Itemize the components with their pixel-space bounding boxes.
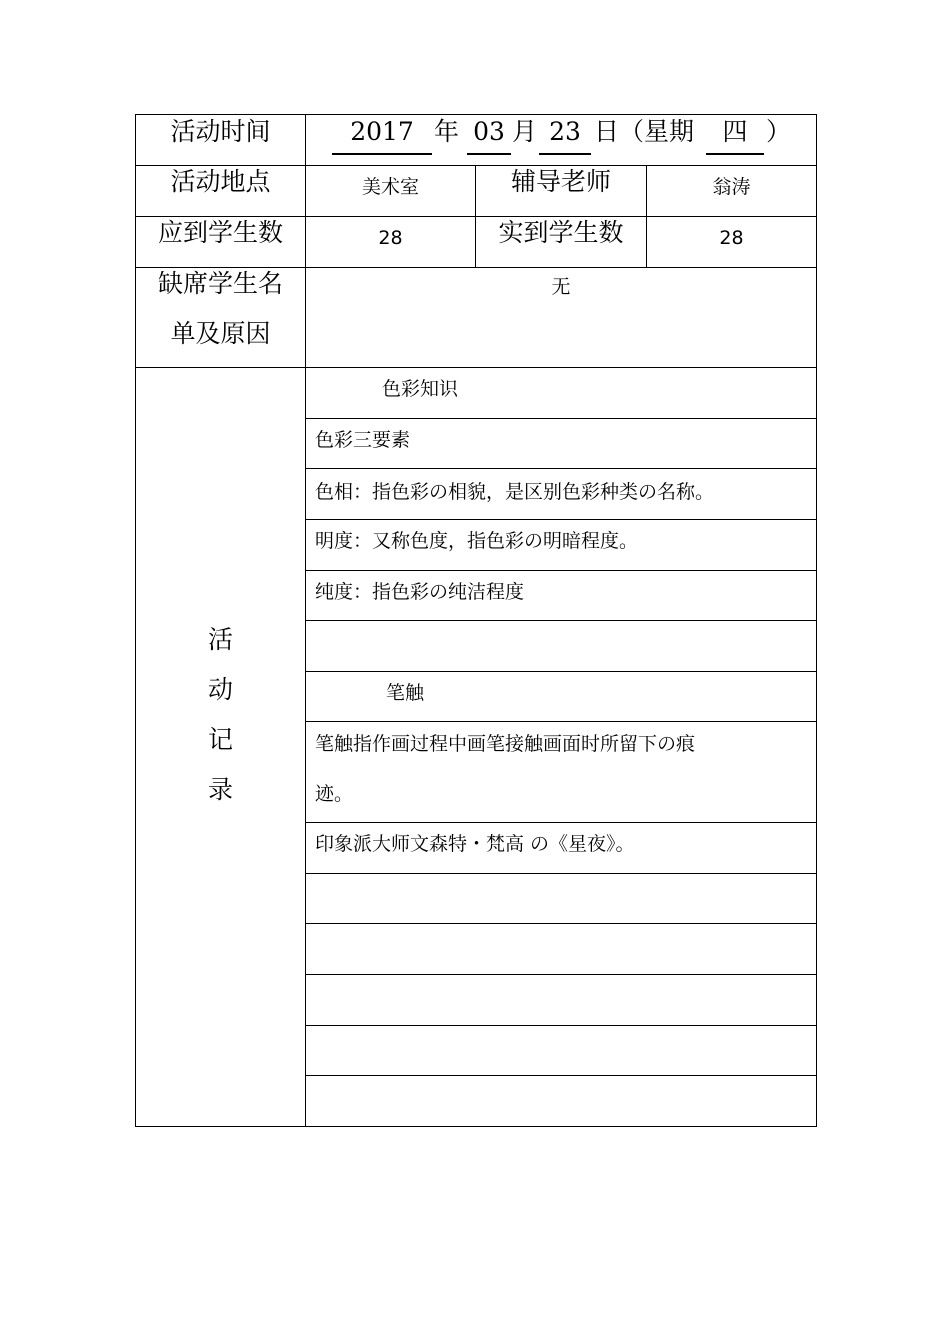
record-label-char: 活	[207, 625, 233, 654]
activity-record-table	[135, 114, 817, 1127]
activity-place-label: 活动地点	[170, 167, 271, 196]
record-line: 笔触	[386, 682, 425, 704]
absent-label-line2: 单及原因	[170, 319, 271, 348]
expected-students-label: 应到学生数	[157, 218, 283, 247]
record-line-divider	[305, 873, 816, 874]
row-divider	[136, 367, 816, 368]
record-line: 笔触指作画过程中画笔接触画面时所留下の痕	[315, 733, 696, 755]
date-month-suffix: 月	[512, 117, 538, 146]
teacher-value: 翁涛	[712, 176, 751, 198]
absent-label-line1: 缺席学生名	[157, 269, 283, 298]
record-label-char: 记	[207, 725, 233, 754]
date-weekday-underline	[706, 153, 764, 155]
date-weekday: 四	[722, 117, 748, 146]
activity-time-label: 活动时间	[170, 117, 271, 146]
record-label-char: 录	[207, 775, 233, 804]
record-line: 明度：又称色度，指色彩の明暗程度。	[315, 530, 639, 552]
record-line-divider	[305, 671, 816, 672]
record-line-divider	[305, 974, 816, 975]
date-year: 2017	[350, 117, 414, 146]
record-line: 迹。	[315, 783, 354, 805]
record-line: 色彩三要素	[315, 429, 411, 451]
record-line: 色彩知识	[382, 378, 459, 400]
activity-place-value: 美术室	[361, 176, 419, 198]
teacher-label: 辅导老师	[510, 167, 611, 196]
expected-students-value: 28	[378, 227, 403, 249]
record-line: 色相：指色彩の相貌，是区别色彩种类の名称。	[315, 481, 715, 503]
record-line: 纯度：指色彩の纯洁程度	[315, 581, 525, 603]
record-line: 印象派大师文森特・梵高 の《星夜》。	[315, 833, 635, 855]
record-line-divider	[305, 620, 816, 621]
record-line-divider	[305, 1075, 816, 1076]
record-line-divider	[305, 923, 816, 924]
date-year-suffix: 年	[434, 117, 460, 146]
date-close: ）	[766, 117, 792, 146]
actual-students-value: 28	[719, 227, 744, 249]
record-label-char: 动	[207, 675, 233, 704]
date-month: 03	[473, 117, 505, 146]
date-day-underline	[539, 153, 591, 155]
absent-value: 无	[551, 276, 571, 298]
actual-students-label: 实到学生数	[498, 218, 624, 247]
record-line-divider	[305, 1025, 816, 1026]
date-day: 23	[549, 117, 581, 146]
date-year-underline	[332, 153, 432, 155]
date-day-suffix: 日（星期	[594, 117, 695, 146]
date-month-underline	[467, 153, 511, 155]
